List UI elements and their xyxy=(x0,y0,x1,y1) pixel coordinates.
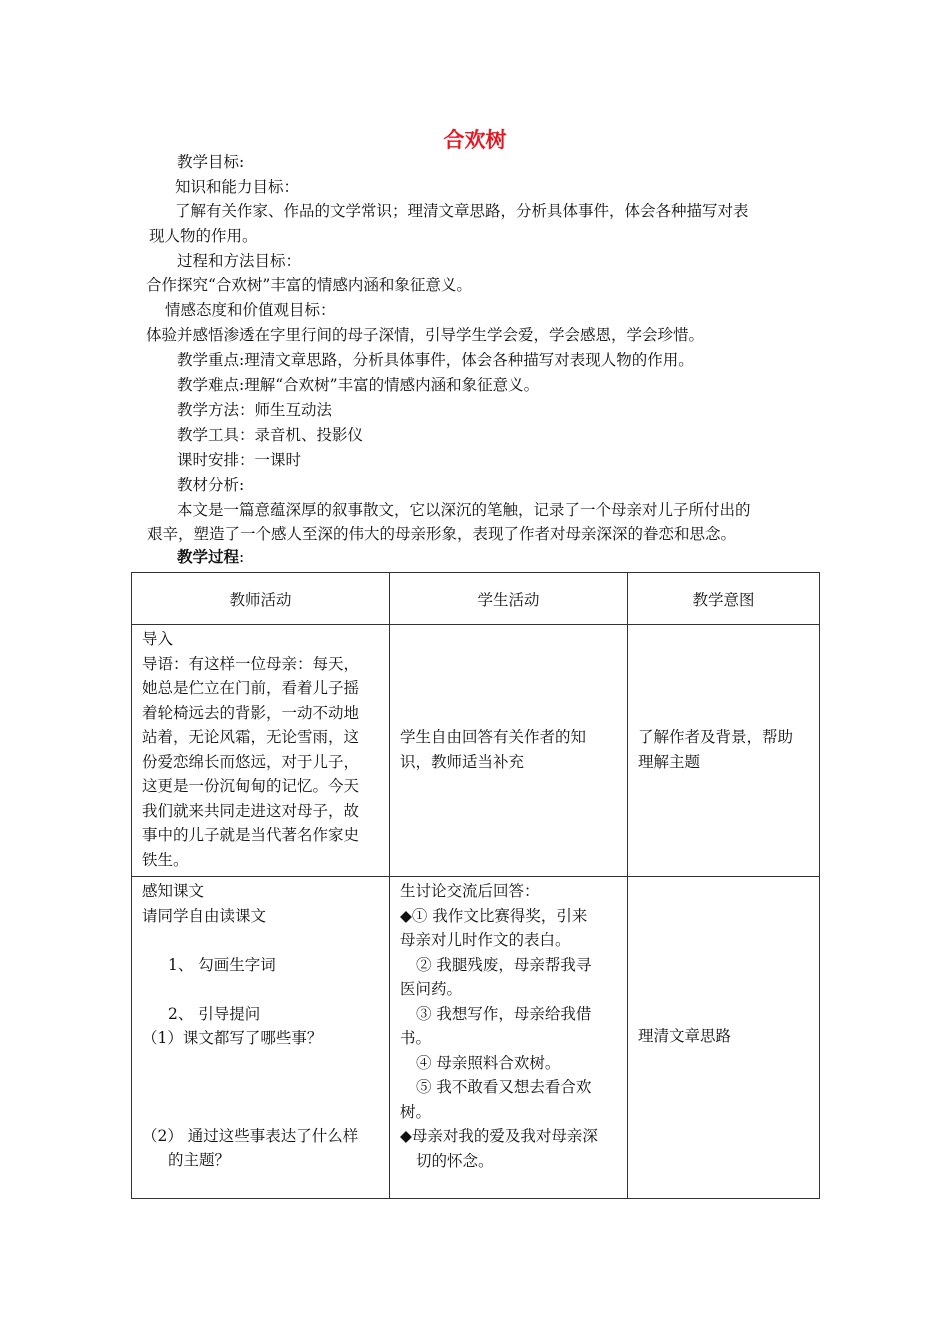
document-title: 合欢树 xyxy=(443,128,507,152)
blank-line xyxy=(142,928,381,953)
teaching-tools: 教学工具：录音机、投影仪 xyxy=(177,426,364,444)
text-line: （2） 通过这些事表达了什么样 xyxy=(142,1126,359,1145)
knowledge-heading: 知识和能力目标： xyxy=(175,178,300,196)
analysis-text-1: 本文是一篇意蕴深厚的叙事散文，它以深沉的笔触，记录了一个母亲对儿子所付出的 xyxy=(177,501,751,519)
text-line: ④ 母亲照料合欢树。 xyxy=(416,1053,561,1072)
text-line: ③ 我想写作，母亲给我借 xyxy=(416,1004,592,1023)
blank-line xyxy=(142,977,381,1002)
text-line: 导入 xyxy=(142,630,174,648)
student-activity-cell xyxy=(390,877,628,1199)
text-line: （1）课文都写了哪些事？ xyxy=(142,1029,323,1047)
header-teaching-intent: 教学意图 xyxy=(628,573,820,625)
process-label-colon: : xyxy=(239,548,245,566)
goals-heading: 教学目标: xyxy=(177,153,245,171)
process-label xyxy=(177,545,244,570)
text-line: 站着，无论风霜，无论雪雨，这 xyxy=(142,728,360,746)
text-line: 份爱恋绵长而悠远，对于儿子， xyxy=(142,752,360,771)
schedule: 课时安排：一课时 xyxy=(177,451,302,469)
knowledge-text-2: 现人物的作用。 xyxy=(149,227,258,245)
header-teacher-activity: 教师活动 xyxy=(132,573,390,625)
process-heading: 过程和方法目标： xyxy=(177,252,302,270)
analysis-text-2: 艰辛，塑造了一个感人至深的伟大的母亲形象，表现了作者对母亲深深的眷恋和思念。 xyxy=(147,525,737,543)
text-line: 她总是伫立在门前，看着儿子摇 xyxy=(142,679,360,697)
text-line: ⑤ 我不敢看又想去看合欢 xyxy=(416,1078,592,1096)
teaching-intent-cell xyxy=(628,877,820,1199)
table-row xyxy=(132,877,820,1199)
text-line: 着轮椅远去的背影，一动不动地 xyxy=(142,703,360,722)
teaching-method: 教学方法：师生互动法 xyxy=(177,401,333,419)
difficulty: 教学难点:理解“合欢树”丰富的情感内涵和象征意义。 xyxy=(177,376,540,394)
text-line: 导语：有这样一位母亲：每天， xyxy=(142,654,360,673)
text-line: 这更是一份沉甸甸的记忆。今天 xyxy=(142,777,360,795)
text-line: 医问药。 xyxy=(400,980,463,998)
teacher-activity-cell xyxy=(132,877,390,1199)
student-activity-cell xyxy=(390,625,628,877)
text-line: 了解作者及背景，帮助 xyxy=(638,728,794,746)
teacher-activity-cell xyxy=(132,625,390,877)
text-line: 的主题？ xyxy=(168,1151,231,1169)
text-line: 切的怀念。 xyxy=(416,1151,494,1170)
analysis-heading: 教材分析: xyxy=(177,476,245,494)
text-line: 1、 勾画生字词 xyxy=(168,955,276,974)
blank-line xyxy=(142,1051,381,1124)
text-line: 请同学自由读课文 xyxy=(142,906,267,925)
text-line: 生讨论交流后回答： xyxy=(400,882,540,900)
table-header-row xyxy=(132,573,820,625)
emotion-heading: 情感态度和价值观目标： xyxy=(165,301,336,319)
teaching-intent-cell xyxy=(628,625,820,877)
text-line: ◆① 我作文比赛得奖，引来 xyxy=(400,906,588,925)
text-line: 2、 引导提问 xyxy=(168,1004,261,1023)
header-student-activity: 学生活动 xyxy=(390,573,628,625)
table-row xyxy=(132,625,820,877)
text-line: 我们就来共同走进这对母子，故 xyxy=(142,801,360,820)
text-line: ② 我腿残废，母亲帮我寻 xyxy=(416,955,592,974)
process-label-text: 教学过程 xyxy=(177,548,240,566)
emotion-text: 体验并感悟渗透在字里行间的母子深情，引导学生学会爱，学会感恩，学会珍惜。 xyxy=(146,326,705,344)
text-line: 树。 xyxy=(400,1102,432,1121)
text-line: ◆母亲对我的爱及我对母亲深 xyxy=(400,1127,598,1145)
text-line: 铁生。 xyxy=(142,850,189,869)
text-line: 识，教师适当补充 xyxy=(400,752,525,771)
text-line: 书。 xyxy=(400,1029,432,1047)
knowledge-text-1: 了解有关作家、作品的文学常识；理清文章思路，分析具体事件，体会各种描写对表 xyxy=(175,202,749,220)
text-line: 理清文章思路 xyxy=(638,1027,732,1046)
text-line: 感知课文 xyxy=(142,882,205,900)
text-line: 母亲对儿时作文的表白。 xyxy=(400,931,571,949)
text-line: 事中的儿子就是当代著名作家史 xyxy=(142,826,360,844)
text-line: 理解主题 xyxy=(638,752,701,771)
key-point: 教学重点:理清文章思路，分析具体事件，体会各种描写对表现人物的作用。 xyxy=(177,351,694,369)
process-text: 合作探究“合欢树”丰富的情感内涵和象征意义。 xyxy=(146,276,472,294)
text-line: 学生自由回答有关作者的知 xyxy=(400,728,587,746)
teaching-process-table xyxy=(131,572,820,1199)
